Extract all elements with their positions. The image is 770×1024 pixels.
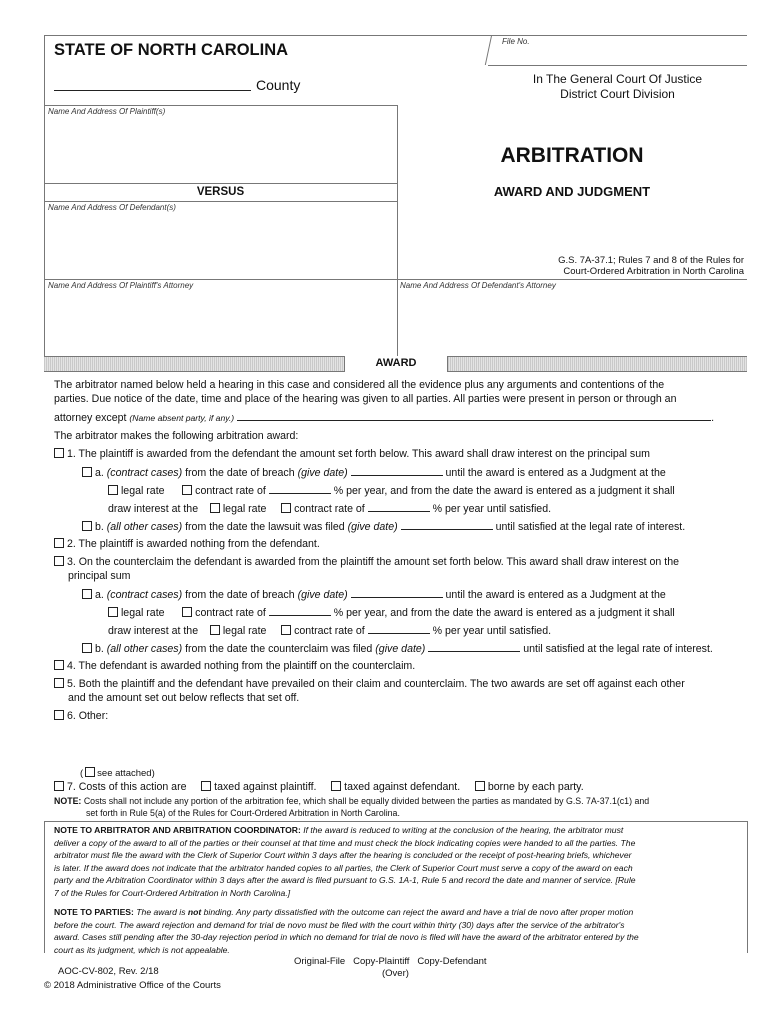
contract-rate-checkbox[interactable]: [182, 485, 192, 495]
other-field[interactable]: [100, 726, 740, 766]
arbitrator-note-label: NOTE TO ARBITRATOR AND ARBITRATION COORDINATOR:: [54, 825, 301, 835]
option-7: 7. Costs of this action are taxed against plaintiff. taxed against defendant. borne by each party.: [54, 781, 584, 793]
form-title: ARBITRATION: [500, 144, 644, 167]
option-1b-checkbox[interactable]: [82, 521, 92, 531]
option-3a-rates: legal rate contract rate of % per year, and from the date the award is entered as a judgment it shall: [108, 606, 675, 619]
intro-line-1: The arbitrator named below held a hearing in this case and considered all the evidence plus any arguments and contentions of the: [54, 379, 665, 391]
counter-contract-rate-field[interactable]: [269, 606, 331, 616]
form-subtitle: AWARD AND JUDGMENT: [493, 184, 651, 199]
option-2: 2. The plaintiff is awarded nothing from the defendant.: [54, 538, 320, 550]
court-line-1: In The General Court Of Justice: [532, 72, 703, 86]
lawsuit-date-field[interactable]: [401, 520, 493, 530]
counter-legal-rate-checkbox[interactable]: [108, 607, 118, 617]
versus-label: VERSUS: [196, 186, 245, 198]
plaintiff-attorney-field[interactable]: [45, 292, 396, 355]
plaintiff-label: Name And Address Of Plaintiff(s): [48, 107, 166, 116]
counter-post-contract-checkbox[interactable]: [281, 625, 291, 635]
counter-post-legal-checkbox[interactable]: [210, 625, 220, 635]
form-id: AOC-CV-802, Rev. 2/18: [58, 966, 159, 977]
intro-line-2: parties. Due notice of the date, time and place of the hearing was given to all parties. All parties were present in person or through an: [54, 393, 677, 405]
taxed-plaintiff-checkbox[interactable]: [201, 781, 211, 791]
option-2-checkbox[interactable]: [54, 538, 64, 548]
option-1a-checkbox[interactable]: [82, 467, 92, 477]
option-1a-post: draw interest at the legal rate contract rate of % per year until satisfied.: [108, 503, 552, 515]
file-no-field[interactable]: [488, 35, 747, 65]
option-3-checkbox[interactable]: [54, 556, 64, 566]
defendant-attorney-field[interactable]: [398, 292, 747, 355]
post-contract-rate-checkbox[interactable]: [281, 503, 291, 513]
option-3: 3. On the counterclaim the defendant is awarded from the plaintiff the amount set forth below. This award shall draw interest on the: [54, 556, 679, 568]
option-1a: a. (contract cases) from the date of breach (give date) until the award is entered as a Judgment at the: [82, 466, 666, 479]
option-3a-post: draw interest at the legal rate contract rate of % per year until satisfied.: [108, 625, 552, 637]
parties-top-border: [44, 105, 397, 106]
statute-line-1: G.S. 7A-37.1; Rules 7 and 8 of the Rules for: [558, 255, 744, 266]
defendant-attorney-label: Name And Address Of Defendant's Attorney: [400, 281, 556, 290]
award-heading: AWARD: [344, 356, 448, 372]
absent-party-hint: (Name absent party, if any.): [129, 413, 235, 423]
post-legal-rate-checkbox[interactable]: [210, 503, 220, 513]
option-1a-rates: legal rate contract rate of % per year, and from the date the award is entered as a judgment it shall: [108, 484, 675, 497]
option-6-checkbox[interactable]: [54, 710, 64, 720]
intro-line-3: attorney except (Name absent party, if any.) .: [54, 412, 715, 424]
notes-left-border: [44, 821, 45, 953]
option-1: 1. The plaintiff is awarded from the defendant the amount set forth below. This award shall draw interest on the principal sum: [54, 448, 650, 460]
see-attached-checkbox[interactable]: [85, 767, 95, 777]
option-5-line-2: and the amount set out below reflects that set off.: [68, 692, 300, 704]
costs-note: NOTE: Costs shall not include any portion of the arbitration fee, which shall be equally divided between the parties as mandated by G.S. 7A-37.1(c1) and: [54, 796, 650, 806]
option-3-line-2: principal sum: [68, 570, 131, 582]
costs-note-line-2: set forth in Rule 5(a) of the Rules for Court-Ordered Arbitration in North Carolina.: [86, 808, 400, 818]
option-5-checkbox[interactable]: [54, 678, 64, 688]
contract-rate-field[interactable]: [269, 484, 331, 494]
arbitrator-note: NOTE TO ARBITRATOR AND ARBITRATION COORDINATOR: If the award is reduced to writing at the conclusion of the hearing, the arbitrator must deliver a copy of the award to all of the parties or their counsel at that time and must check the block indicating copies were handed to all the parties. The arbitrator must file the award with the Clerk of Superior Court within 3 days after the hearing is concluded or the receipt of post-hearing briefs, whichever is later. If the award does not indicate that the arbitrator handed copies to all parties, the Clerk of Superior Court must serve a copy of the award on each party and the Arbitration Coordinator within 3 days after the award is filed pursuant to G.S. 1A-1, Rule 5 and record the date and manner of service. [Rule 7 of the Rules for Court-Ordered Arbitration in North Carolina.]: [54, 825, 636, 898]
notes-right-border: [747, 821, 748, 953]
statute-line-2: Court-Ordered Arbitration in North Carolina: [563, 266, 744, 277]
parties-note: NOTE TO PARTIES: The award is not binding. Any party dissatisfied with the outcome can reject the award and have a trial de novo after proper motion before the court. The award rejection and demand for trial de novo must be filed with the court within thirty (30) days after the service of the arbitrator's award. Cases still pending after the 30-day rejection period in which no demand for trial de novo is filed will have the award of the arbitrator entered by the court as its judgment, which is not appealable.: [54, 907, 639, 955]
see-attached: ( see attached): [80, 768, 155, 779]
counter-contract-rate-checkbox[interactable]: [182, 607, 192, 617]
option-5: 5. Both the plaintiff and the defendant have prevailed on their claim and counterclaim. The two awards are set off against each other: [54, 678, 685, 690]
over-label: (Over): [382, 968, 409, 979]
option-7-checkbox[interactable]: [54, 781, 64, 791]
notes-top-border: [44, 821, 747, 822]
legal-rate-checkbox[interactable]: [108, 485, 118, 495]
counter-post-contract-field[interactable]: [368, 624, 430, 634]
option-4: 4. The defendant is awarded nothing from the plaintiff on the counterclaim.: [54, 660, 415, 672]
option-3a: a. (contract cases) from the date of breach (give date) until the award is entered as a Judgment at the: [82, 588, 666, 601]
plaintiff-field[interactable]: [45, 118, 396, 182]
state-heading: STATE OF NORTH CAROLINA: [54, 41, 289, 59]
option-1b: b. (all other cases) from the date the lawsuit was filed (give date) until satisfied at the legal rate of interest.: [82, 520, 685, 533]
court-line-2: District Court Division: [560, 87, 675, 101]
plaintiff-attorney-label: Name And Address Of Plaintiff's Attorney: [48, 281, 194, 290]
option-1-checkbox[interactable]: [54, 448, 64, 458]
defendant-field[interactable]: [45, 214, 396, 278]
county-label: County: [256, 77, 301, 93]
taxed-defendant-checkbox[interactable]: [331, 781, 341, 791]
defendant-label: Name And Address Of Defendant(s): [48, 203, 176, 212]
option-3b-checkbox[interactable]: [82, 643, 92, 653]
county-line[interactable]: [54, 90, 251, 91]
copyright: © 2018 Administrative Office of the Courts: [44, 980, 221, 991]
borne-each-checkbox[interactable]: [475, 781, 485, 791]
option-3a-checkbox[interactable]: [82, 589, 92, 599]
parties-note-label: NOTE TO PARTIES:: [54, 907, 134, 917]
option-6: 6. Other:: [54, 710, 108, 722]
absent-party-field[interactable]: [237, 411, 711, 421]
counterclaim-date-field[interactable]: [428, 642, 520, 652]
makes-award-line: The arbitrator makes the following arbitration award:: [54, 430, 299, 442]
option-3b: b. (all other cases) from the date the counterclaim was filed (give date) until satisfied at the legal rate of interest.: [82, 642, 713, 655]
copy-distribution: Original-File Copy-Plaintiff Copy-Defendant: [294, 956, 487, 967]
option-4-checkbox[interactable]: [54, 660, 64, 670]
file-no-label: File No.: [502, 37, 530, 46]
counter-breach-date-field[interactable]: [351, 588, 443, 598]
breach-date-field[interactable]: [351, 466, 443, 476]
post-contract-rate-field[interactable]: [368, 502, 430, 512]
